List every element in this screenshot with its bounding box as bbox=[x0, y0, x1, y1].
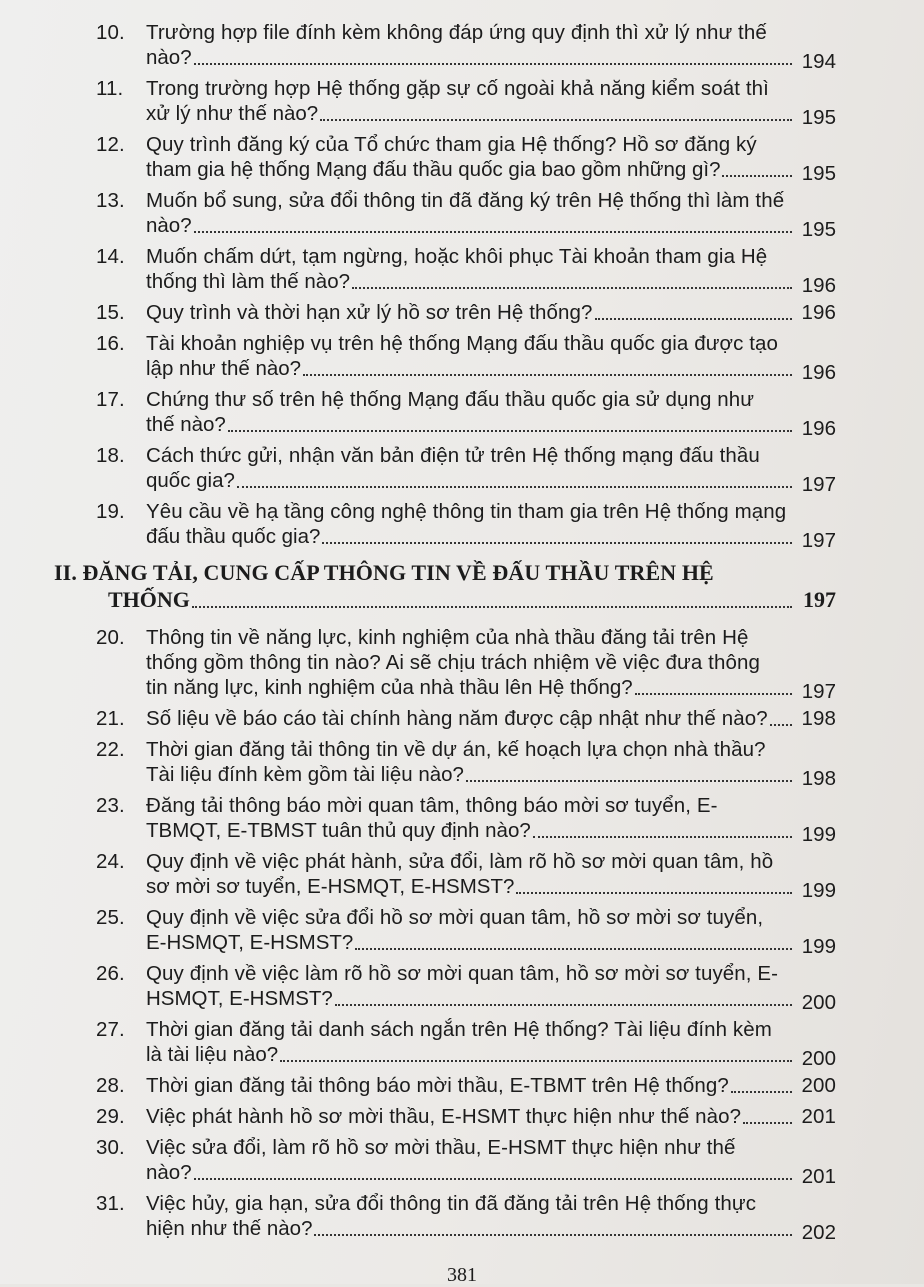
toc-entry bbox=[96, 793, 836, 846]
leader-dots bbox=[194, 230, 792, 233]
entry-page: 197 bbox=[801, 680, 836, 703]
entry-text-last: là tài liệu nào? bbox=[146, 1043, 279, 1066]
leader-dots bbox=[314, 1233, 792, 1236]
entry-page: 202 bbox=[801, 1221, 836, 1244]
entry-text-last: nào? bbox=[146, 46, 192, 69]
toc-entry bbox=[96, 737, 836, 790]
entry-number: 10. bbox=[96, 21, 125, 44]
leader-dots bbox=[466, 779, 792, 782]
entry-page: 195 bbox=[801, 106, 836, 129]
section-heading bbox=[54, 559, 836, 613]
entry-text: Thời gian đăng tải danh sách ngắn trên Hệ thống? Tài liệu đính kèm bbox=[146, 1018, 772, 1041]
entry-text: Muốn bổ sung, sửa đổi thông tin đã đăng ký trên Hệ thống thì làm thế bbox=[146, 189, 785, 212]
entry-page: 197 bbox=[801, 473, 836, 496]
toc-entry bbox=[96, 387, 836, 440]
entry-page: 196 bbox=[801, 301, 836, 324]
toc-entry bbox=[96, 849, 836, 902]
entry-text-last: Tài liệu đính kèm gồm tài liệu nào? bbox=[146, 763, 464, 786]
leader-dots bbox=[194, 1177, 792, 1180]
entry-text: Thời gian đăng tải thông báo mời thầu, E-TBMT trên Hệ thống? bbox=[146, 1074, 729, 1097]
entry-text-last: thế nào? bbox=[146, 413, 226, 436]
entry-text-last: tin năng lực, kinh nghiệm của nhà thầu lên Hệ thống? bbox=[146, 676, 633, 699]
leader-dots bbox=[743, 1121, 792, 1124]
entry-text: Quy định về việc phát hành, sửa đổi, làm rõ hồ sơ mời quan tâm, hồ bbox=[146, 850, 774, 873]
entry-number: 28. bbox=[96, 1074, 125, 1097]
toc-entry bbox=[96, 331, 836, 384]
entry-number: 23. bbox=[96, 794, 125, 817]
entry-text: Việc sửa đổi, làm rõ hồ sơ mời thầu, E-HSMT thực hiện như thế bbox=[146, 1136, 736, 1159]
entry-page: 199 bbox=[801, 879, 836, 902]
entry-number: 19. bbox=[96, 500, 125, 523]
entry-text: Việc hủy, gia hạn, sửa đổi thông tin đã đăng tải trên Hệ thống thực bbox=[146, 1192, 757, 1215]
entry-number: 24. bbox=[96, 850, 125, 873]
toc-entry bbox=[96, 76, 836, 129]
toc-entry bbox=[96, 188, 836, 241]
entry-text: Tài khoản nghiệp vụ trên hệ thống Mạng đấu thầu quốc gia được tạo bbox=[146, 332, 779, 355]
entry-text: Muốn chấm dứt, tạm ngừng, hoặc khôi phục Tài khoản tham gia Hệ bbox=[146, 245, 768, 268]
entry-text-last: sơ mời sơ tuyển, E-HSMQT, E-HSMST? bbox=[146, 875, 515, 898]
table-of-contents bbox=[54, 8, 836, 1244]
entry-text-last: đấu thầu quốc gia? bbox=[146, 525, 321, 548]
entry-number: 14. bbox=[96, 245, 125, 268]
entry-number: 27. bbox=[96, 1018, 125, 1041]
leader-dots bbox=[595, 317, 792, 320]
toc-entry bbox=[96, 132, 836, 185]
leader-dots bbox=[237, 485, 792, 488]
entry-text: thống gồm thông tin nào? Ai sẽ chịu trách nhiệm về việc đưa thông bbox=[146, 651, 760, 674]
entry-page: 200 bbox=[801, 1074, 836, 1097]
entry-page: 196 bbox=[801, 274, 836, 297]
toc-entry bbox=[96, 706, 836, 731]
entry-number: 26. bbox=[96, 962, 125, 985]
leader-dots bbox=[322, 541, 792, 544]
section-title-last: THỐNG bbox=[108, 587, 190, 612]
entry-page: 194 bbox=[801, 50, 836, 73]
entry-text: Quy định về việc làm rõ hồ sơ mời quan tâm, hồ sơ mời sơ tuyển, E- bbox=[146, 962, 779, 985]
entry-text-last: HSMQT, E-HSMST? bbox=[146, 987, 333, 1010]
toc-entry bbox=[96, 1135, 836, 1188]
leader-dots bbox=[355, 947, 792, 950]
leader-dots bbox=[533, 835, 792, 838]
entry-page: 195 bbox=[801, 218, 836, 241]
toc-entry bbox=[96, 1104, 836, 1129]
entry-text: Quy định về việc sửa đổi hồ sơ mời quan tâm, hồ sơ mời sơ tuyển, bbox=[146, 906, 764, 929]
toc-entry bbox=[96, 961, 836, 1014]
toc-entry bbox=[96, 300, 836, 325]
leader-dots bbox=[770, 723, 792, 726]
entry-text-last: tham gia hệ thống Mạng đấu thầu quốc gia bao gồm những gì? bbox=[146, 158, 721, 181]
entry-text: Trường hợp file đính kèm không đáp ứng quy định thì xử lý như thế bbox=[146, 21, 767, 44]
entry-page: 201 bbox=[801, 1105, 836, 1128]
leader-dots bbox=[635, 692, 792, 695]
toc-entry bbox=[96, 625, 836, 703]
entry-text: Thông tin về năng lực, kinh nghiệm của nhà thầu đăng tải trên Hệ bbox=[146, 626, 749, 649]
page-number: 381 bbox=[447, 1264, 477, 1286]
entry-number: 11. bbox=[96, 77, 124, 100]
leader-dots bbox=[194, 62, 792, 65]
entry-text-last: TBMQT, E-TBMST tuân thủ quy định nào? bbox=[146, 819, 531, 842]
entry-page: 199 bbox=[801, 823, 836, 846]
entry-text-last: lập như thế nào? bbox=[146, 357, 302, 380]
entry-text: Thời gian đăng tải thông tin về dự án, kế hoạch lựa chọn nhà thầu? bbox=[146, 738, 766, 761]
entry-text: Quy trình và thời hạn xử lý hồ sơ trên Hệ thống? bbox=[146, 301, 593, 324]
entry-text: Cách thức gửi, nhận văn bản điện tử trên Hệ thống mạng đấu thầu bbox=[146, 444, 760, 467]
entry-number: 30. bbox=[96, 1136, 125, 1159]
entry-number: 29. bbox=[96, 1105, 125, 1128]
entry-number: 12. bbox=[96, 133, 125, 156]
entry-page: 200 bbox=[801, 1047, 836, 1070]
entry-page: 197 bbox=[801, 529, 836, 552]
entry-text-last: thống thì làm thế nào? bbox=[146, 270, 351, 293]
section-page: 197 bbox=[803, 587, 836, 612]
entry-number: 31. bbox=[96, 1192, 125, 1215]
entry-page: 198 bbox=[801, 767, 836, 790]
leader-dots bbox=[320, 118, 792, 121]
entry-number: 25. bbox=[96, 906, 125, 929]
entry-page: 198 bbox=[801, 707, 836, 730]
entry-text: Việc phát hành hồ sơ mời thầu, E-HSMT thực hiện như thế nào? bbox=[146, 1105, 742, 1128]
leader-dots bbox=[303, 373, 792, 376]
toc-entry bbox=[96, 905, 836, 958]
entry-text-last: quốc gia? bbox=[146, 469, 235, 492]
entry-text-last: E-HSMQT, E-HSMST? bbox=[146, 931, 354, 954]
entry-page: 196 bbox=[801, 361, 836, 384]
entry-text: Yêu cầu về hạ tầng công nghệ thông tin tham gia trên Hệ thống mạng bbox=[146, 500, 787, 523]
entry-number: 17. bbox=[96, 388, 125, 411]
leader-dots bbox=[192, 605, 792, 608]
toc-entry bbox=[96, 1191, 836, 1244]
leader-dots bbox=[722, 174, 792, 177]
entry-page: 196 bbox=[801, 417, 836, 440]
toc-entry bbox=[96, 1073, 836, 1098]
entry-text: Chứng thư số trên hệ thống Mạng đấu thầu quốc gia sử dụng như bbox=[146, 388, 755, 411]
entry-page: 195 bbox=[801, 162, 836, 185]
entry-number: 18. bbox=[96, 444, 125, 467]
entry-number: 16. bbox=[96, 332, 125, 355]
leader-dots bbox=[731, 1090, 792, 1093]
leader-dots bbox=[228, 429, 792, 432]
entry-text-last: xử lý như thế nào? bbox=[146, 102, 319, 125]
leader-dots bbox=[280, 1059, 792, 1062]
entry-page: 200 bbox=[801, 991, 836, 1014]
entry-text: Đăng tải thông báo mời quan tâm, thông báo mời sơ tuyển, E- bbox=[146, 794, 718, 817]
entry-number: 21. bbox=[96, 707, 125, 730]
leader-dots bbox=[352, 286, 792, 289]
toc-entry bbox=[96, 1017, 836, 1070]
entry-text: Số liệu về báo cáo tài chính hàng năm được cập nhật như thế nào? bbox=[146, 707, 768, 730]
toc-entry bbox=[96, 443, 836, 496]
entry-text: Quy trình đăng ký của Tổ chức tham gia Hệ thống? Hồ sơ đăng ký bbox=[146, 133, 757, 156]
leader-dots bbox=[516, 891, 792, 894]
entry-number: 15. bbox=[96, 301, 125, 324]
toc-entry bbox=[96, 499, 836, 552]
entry-page: 201 bbox=[801, 1165, 836, 1188]
section-title: II. ĐĂNG TẢI, CUNG CẤP THÔNG TIN VỀ ĐẤU THẦU TRÊN HỆ bbox=[54, 560, 714, 585]
toc-entry bbox=[96, 20, 836, 73]
entry-text-last: nào? bbox=[146, 1161, 192, 1184]
leader-dots bbox=[335, 1003, 792, 1006]
entry-text-last: nào? bbox=[146, 214, 192, 237]
entry-page: 199 bbox=[801, 935, 836, 958]
toc-entry bbox=[96, 244, 836, 297]
entry-number: 22. bbox=[96, 738, 125, 761]
entry-number: 20. bbox=[96, 626, 125, 649]
entry-text: Trong trường hợp Hệ thống gặp sự cố ngoài khả năng kiểm soát thì bbox=[146, 77, 769, 100]
entry-number: 13. bbox=[96, 189, 125, 212]
entry-text-last: hiện như thế nào? bbox=[146, 1217, 313, 1240]
